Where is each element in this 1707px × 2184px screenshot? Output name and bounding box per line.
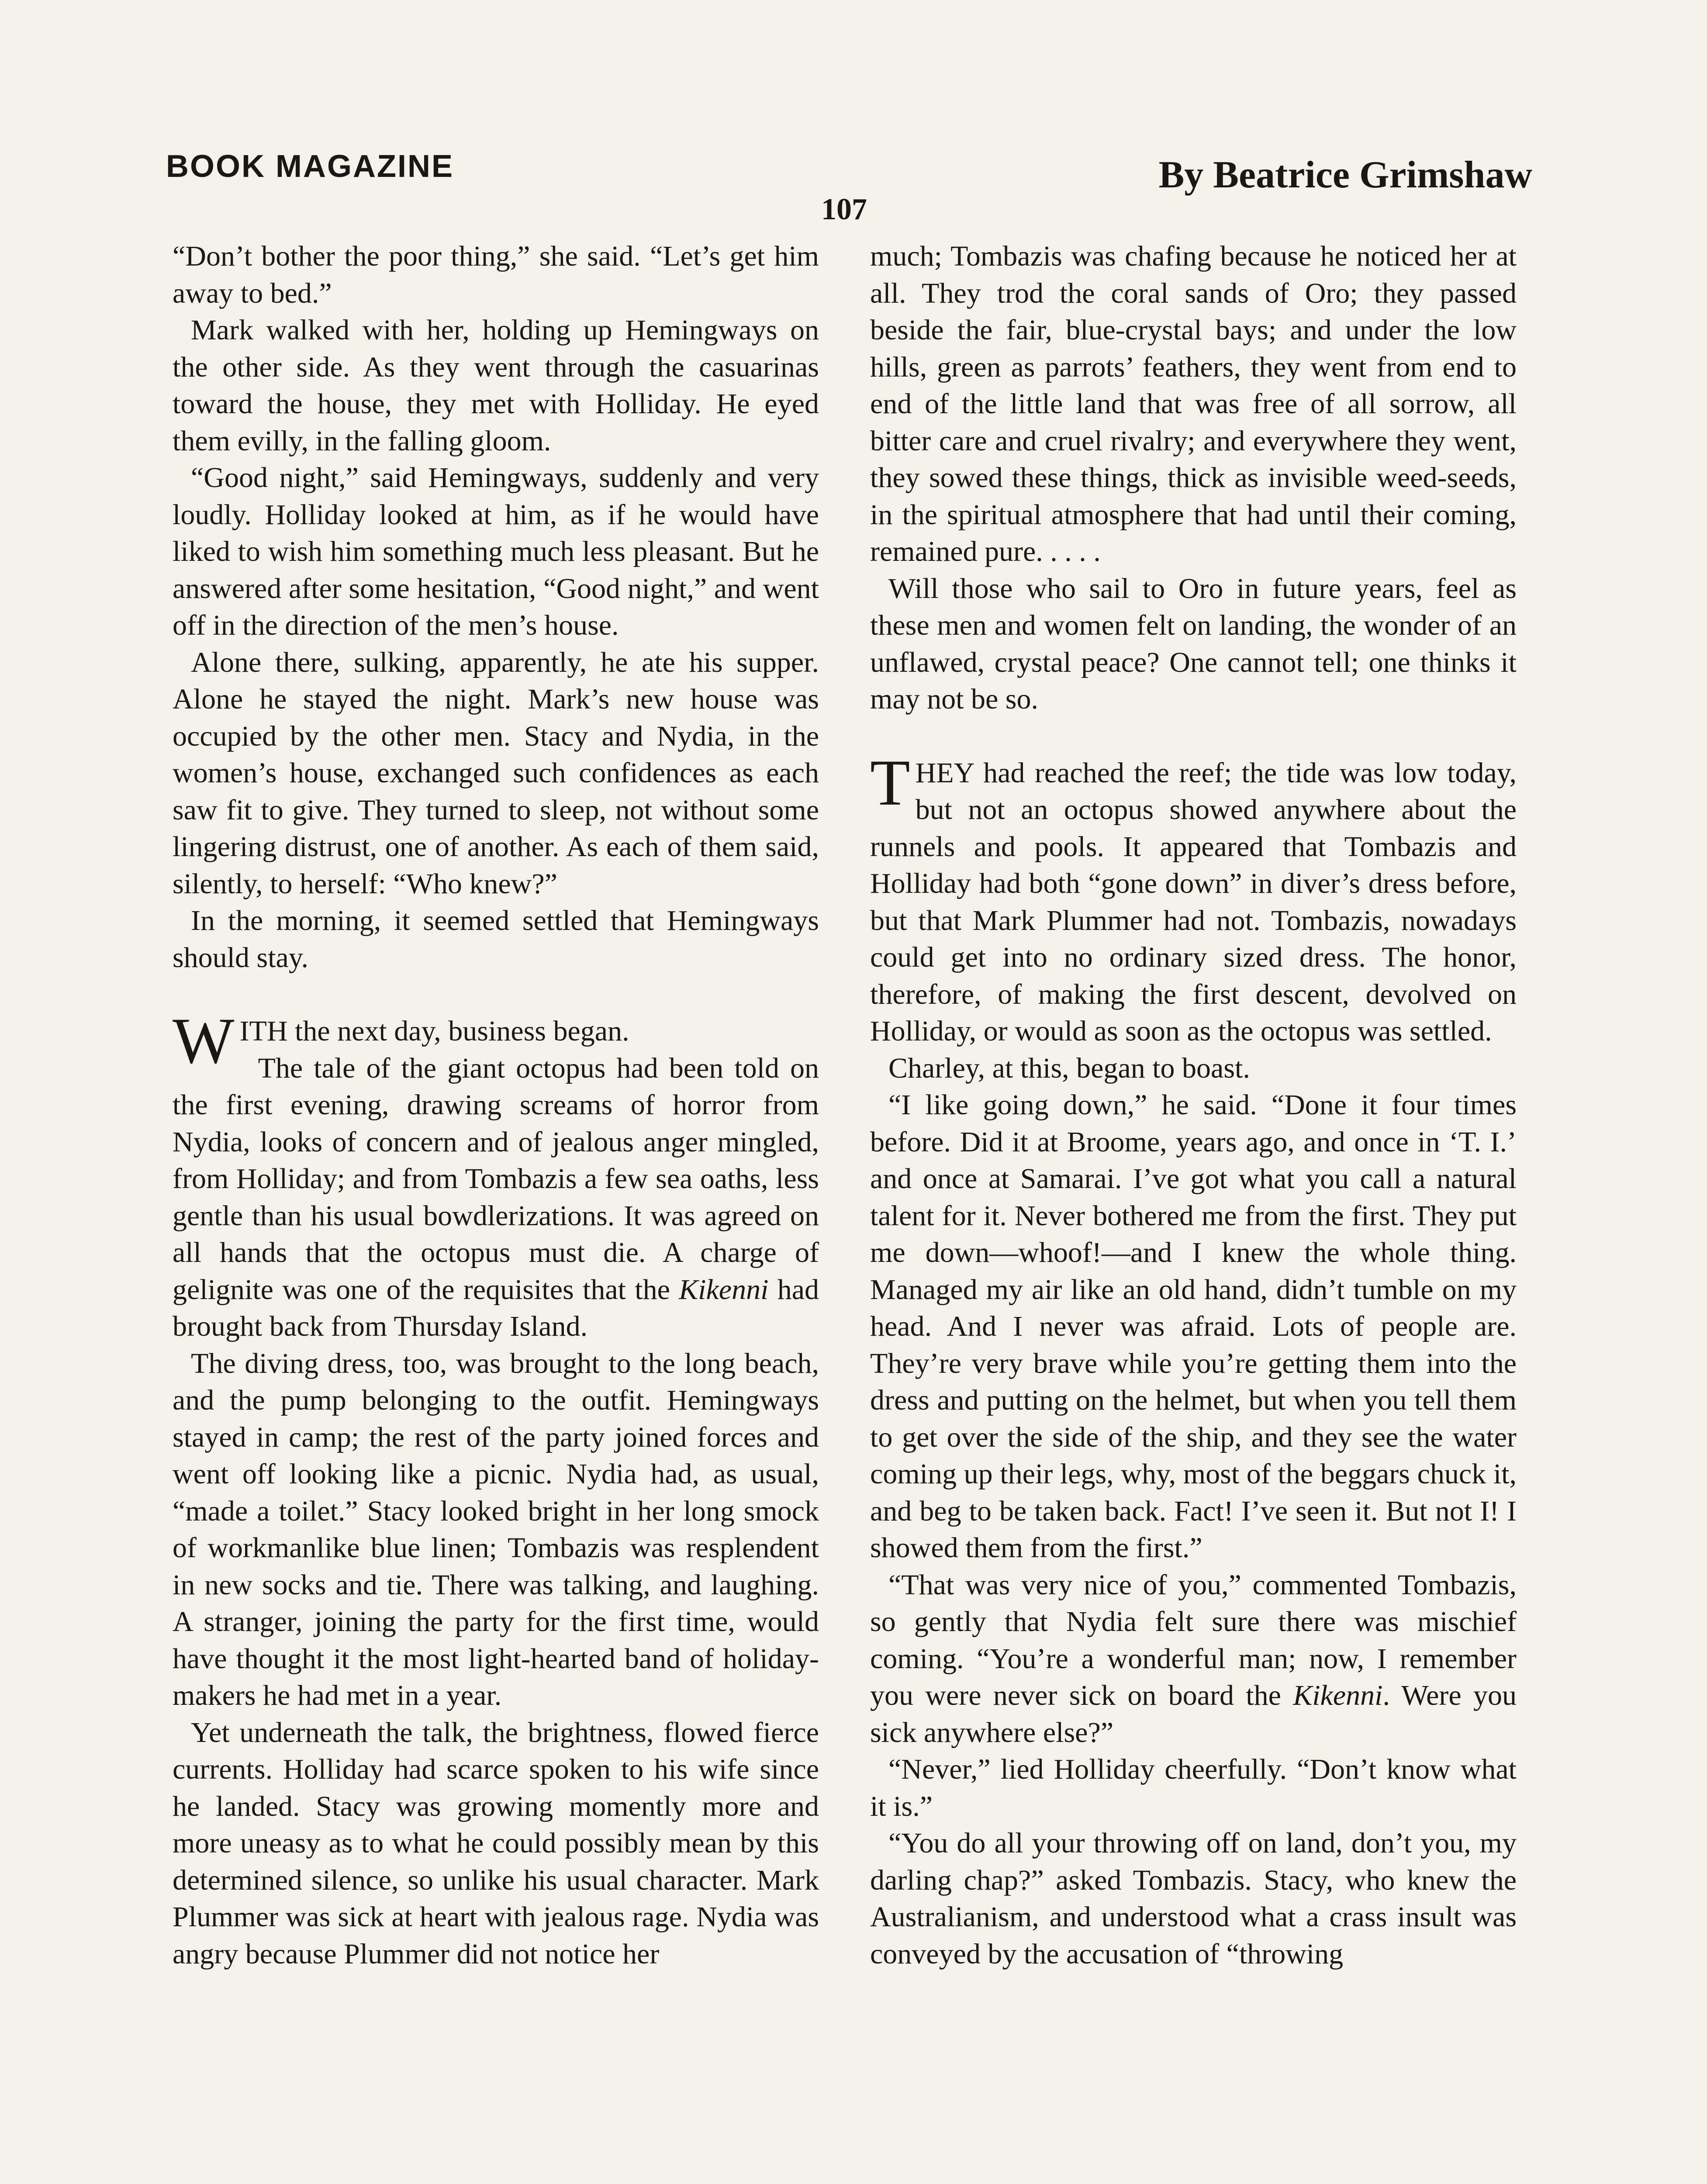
paragraph: Charley, at this, began to boast. — [888, 1052, 1250, 1084]
right-column — [870, 238, 1517, 1973]
drop-cap: T — [870, 746, 910, 819]
paragraph: “You do all your throwing off on land, don’t you, my darling chap?” asked Tombazis. Stacy, who knew the Australianism, and understood what a crass insult was conveyed by the accusation of “throwing — [870, 1827, 1517, 1970]
paragraph — [173, 1050, 819, 1345]
paragraph: “Never,” lied Holliday cheerfully. “Don’t know what it is.” — [870, 1753, 1517, 1822]
paragraph: much; Tombazis was chafing because he noticed her at all. They trod the coral sands of Oro; they passed beside the fair, blue-crystal bays; and under the low hills, green as parrots’ feathers, they went from end to end of the little land that was free of all sorrow, all bitter care and cruel rivalry; and everywhere they went, they sowed these things, thick as invisible weed-seeds, in the spiritual atmosphere that had until their coming, remained pure. . . . . — [870, 240, 1517, 567]
paragraph-text: The tale of the giant octopus had been told on the first evening, drawing screams of horror from Nydia, looks of concern and of jealous anger mingled, from Holliday; and from Tombazis a few sea oaths, less gentle than his usual bowdlerizations. It was agreed on all hands that the octopus must die. A charge of gelignite was one of the requisites that the Kikenni had brought back from Thursday Island. — [173, 1052, 819, 1342]
section-opening-paragraph — [173, 1005, 819, 1077]
paragraph: Yet underneath the talk, the brightness, flowed fierce currents. Holliday had scarce spoken to his wife since he landed. Stacy was growing momently more and more uneasy as to what he could possibly mean by this determined silence, so unlike his usual character. Mark Plummer was sick at heart with jealous rage. Nydia was angry because Plummer did not notice her — [173, 1716, 819, 1970]
author-byline: By Beatrice Grimshaw — [1158, 154, 1532, 196]
magazine-title: BOOK MAGAZINE — [166, 149, 454, 184]
paragraph: Will those who sail to Oro in future years, feel as these men and women felt on landing, the wonder of an unflawed, crystal peace? One cannot tell; one thinks it may not be so. — [870, 572, 1517, 715]
section-opening-text: HEY had reached the reef; the tide was low today, but not an octopus showed anywhere about the runnels and pools. It appeared that Tombazis and Holliday had both “gone down” in diver’s dress before, but that Mark Plummer had not. Tombazis, nowadays could get into no ordinary sized dress. The honor, therefore, of making the first descent, devolved on Holliday, or would as soon as the octopus was settled. — [870, 757, 1517, 1047]
paragraph: Alone there, sulking, apparently, he ate his supper. Alone he stayed the night. Mark’s new house was occupied by the other men. Stacy and Nydia, in the women’s house, exchanged such confidences as each saw fit to give. They turned to sleep, not without some lingering distrust, one of another. As each of them said, silently, to herself: “Who knew?” — [173, 646, 819, 900]
paragraph: Mark walked with her, holding up Hemingways on the other side. As they went through the casuarinas toward the house, they met with Holliday. He eyed them evilly, in the falling gloom. — [173, 314, 819, 457]
paragraph: “I like going down,” he said. “Done it four times before. Did it at Broome, years ago, and once in ‘T. I.’ and once at Samarai. I’ve got what you call a natural talent for it. Never bothered me from the first. They put me down—whoof!—and I knew the whole thing. Managed my air like an old hand, didn’t tumble on my head. And I never was afraid. Lots of people are. They’re very brave while you’re getting them into the dress and putting on the helmet, but when you tell them to get over the side of the ship, and they see the water coming up their legs, why, most of the beggars chuck it, and beg to be taken back. Fact! I’ve seen it. But not I! I showed them from the first.” — [870, 1089, 1517, 1564]
paragraph: The diving dress, too, was brought to the long beach, and the pump belonging to the outfit. Hemingways stayed in camp; the rest of the party joined forces and went off looking like a picnic. Nydia had, as usual, “made a toilet.” Stacy looked bright in her long smock of workmanlike blue linen; Tombazis was resplendent in new socks and tie. There was talking, and laughing. A stranger, joining the party for the first time, would have thought it the most light-hearted band of holiday-makers he had met in a year. — [173, 1347, 819, 1711]
page-number: 107 — [821, 193, 867, 226]
left-column — [173, 238, 819, 1973]
drop-cap: W — [173, 1005, 235, 1077]
section-opening-text: ITH the next day, business began. — [239, 1015, 629, 1047]
section-opening-paragraph — [870, 746, 1517, 1050]
paragraph: In the morning, it seemed settled that Hemingways should stay. — [173, 905, 819, 974]
paragraph: “Good night,” said Hemingways, suddenly and very loudly. Holliday looked at him, as if he would have liked to wish him something much less pleasant. But he answered after some hesitation, “Good night,” and went off in the direction of the men’s house. — [173, 462, 819, 641]
paragraph: “That was very nice of you,” commented Tombazis, so gently that Nydia felt sure there was mischief coming. “You’re a wonderful man; now, I remember you were never sick on board the Kikenni. Were you sick anywhere else?” — [870, 1569, 1517, 1749]
paragraph: “Don’t bother the poor thing,” she said. “Let’s get him away to bed.” — [173, 240, 819, 309]
